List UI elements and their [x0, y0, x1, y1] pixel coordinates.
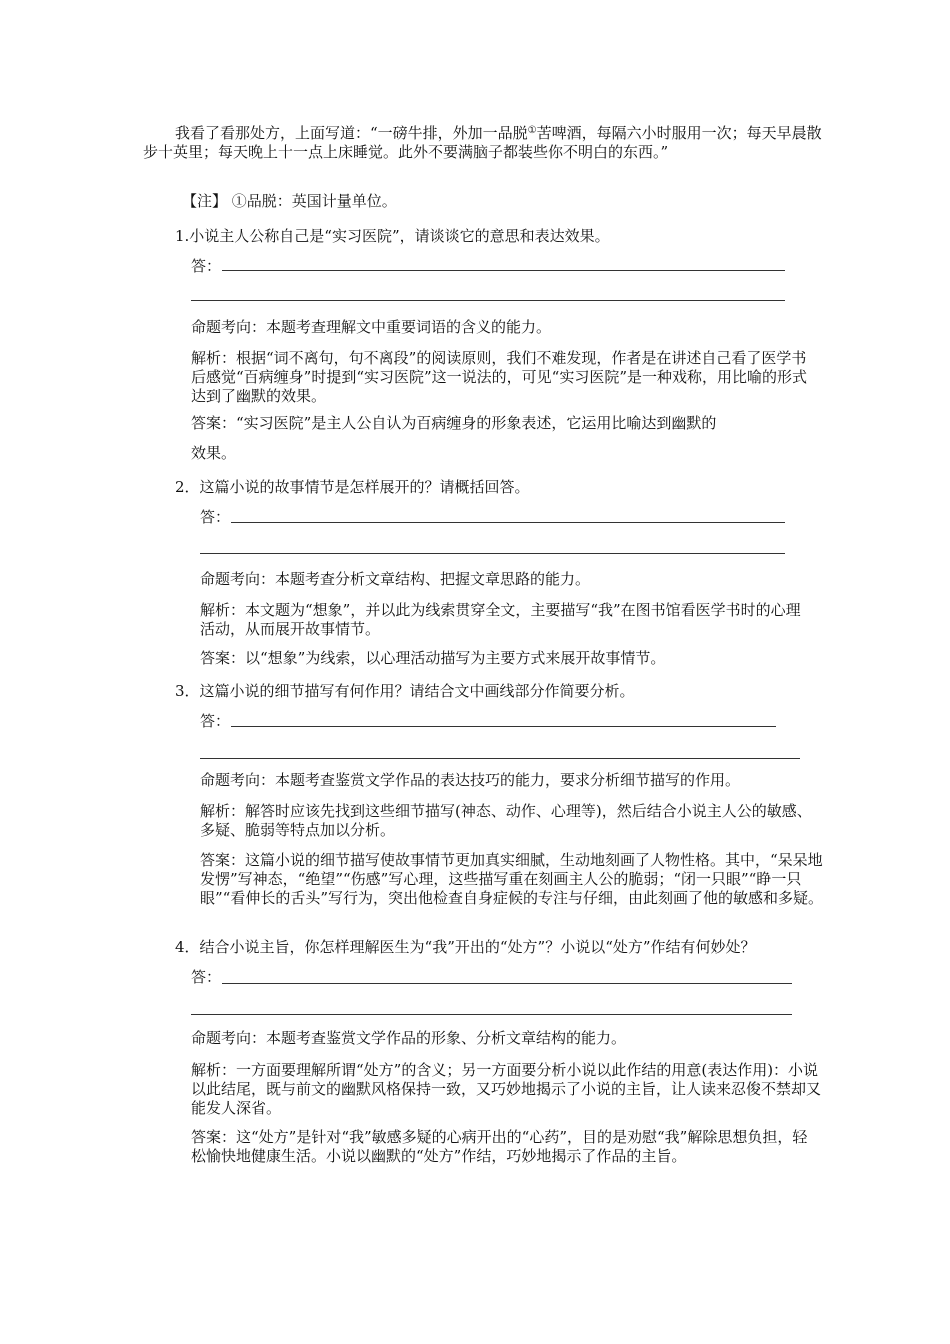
question-1: 1.小说主人公称自己是“实习医院”，请谈谈它的意思和表达效果。 [175, 227, 610, 245]
analysis-1: 解析：根据“词不离句，句不离段”的阅读原则，我们不难发现，作者是在讲述自己看了医学书后感觉“百病缠身”时提到“实习医院”这一说法的，可见“实习医院”是一种戏称，用比喻的形式达到了幽默的效果。 [191, 349, 808, 405]
answer-label: 答： [200, 712, 231, 730]
answer-2: 答案：以“想象”为线索，以心理活动描写为主要方式来展开故事情节。 [200, 649, 666, 667]
analysis-3: 解析：解答时应该先找到这些细节描写(神态、动作、心理等)，然后结合小说主人公的敏感、多疑、脆弱等特点加以分析。 [200, 802, 812, 839]
intent-3: 命题考向：本题考查鉴赏文学作品的表达技巧的能力，要求分析细节描写的作用。 [200, 771, 741, 789]
answer-line[interactable] [200, 553, 785, 554]
answer-line[interactable] [231, 522, 785, 523]
analysis-2: 解析：本文题为“想象”，并以此为线索贯穿全文，主要描写“我”在图书馆看医学书时的心理活动，从而展开故事情节。 [200, 601, 801, 638]
answer-line[interactable] [200, 758, 800, 759]
intent-4: 命题考向：本题考查鉴赏文学作品的形象、分析文章结构的能力。 [191, 1029, 627, 1047]
answer-1b: 效果。 [191, 444, 237, 462]
footnote: 【注】 ①品脱：英国计量单位。 [182, 192, 397, 210]
answer-line[interactable] [231, 726, 776, 727]
question-3: 3．这篇小说的细节描写有何作用？请结合文中画线部分作简要分析。 [175, 682, 635, 700]
answer-label: 答： [200, 508, 231, 526]
answer-line[interactable] [191, 300, 785, 301]
footnote-marker: ① [527, 125, 537, 136]
answer-line[interactable] [191, 1014, 792, 1015]
answer-label: 答： [191, 968, 222, 986]
analysis-4: 解析：一方面要理解所谓“处方”的含义；另一方面要分析小说以此作结的用意(表达作用)：小说以此结尾，既与前文的幽默风格保持一致，又巧妙地揭示了小说的主旨，让人读来忍俊不禁却又能发人深省。 [191, 1061, 822, 1117]
question-2: 2．这篇小说的故事情节是怎样展开的？请概括回答。 [175, 478, 530, 496]
answer-label: 答： [191, 257, 222, 275]
answer-1a: 答案：“实习医院”是主人公自认为百病缠身的形象表述，它运用比喻达到幽默的 [191, 414, 717, 432]
answer-3: 答案：这篇小说的细节描写使故事情节更加真实细腻，生动地刻画了人物性格。其中，“呆呆地发愣”写神态，“绝望”“伤感”写心理，这些描写重在刻画主人公的脆弱；“闭一只眼”“睁一只眼”“看伸长的舌头”写行为，突出他检查自身症候的专注与仔细，由此刻画了他的敏感和多疑。 [200, 851, 824, 907]
intent-1: 命题考向：本题考查理解文中重要词语的含义的能力。 [191, 318, 552, 336]
answer-line[interactable] [222, 270, 785, 271]
answer-line[interactable] [222, 983, 792, 984]
answer-4: 答案：这“处方”是针对“我”敏感多疑的心病开出的“心药”，目的是劝慰“我”解除思想负担，轻松愉快地健康生活。小说以幽默的“处方”作结，巧妙地揭示了作品的主旨。 [191, 1128, 808, 1165]
intro-paragraph: 我看了看那处方，上面写道：“一磅牛排，外加一品脱①苦啤酒，每隔六小时服用一次；每天早晨散步十英里；每天晚上十一点上床睡觉。此外不要满脑子都装些你不明白的东西。” [143, 124, 822, 161]
question-4: 4．结合小说主旨，你怎样理解医生为“我”开出的“处方”？小说以“处方”作结有何妙处？ [175, 938, 756, 956]
intent-2: 命题考向：本题考查分析文章结构、把握文章思路的能力。 [200, 570, 591, 588]
